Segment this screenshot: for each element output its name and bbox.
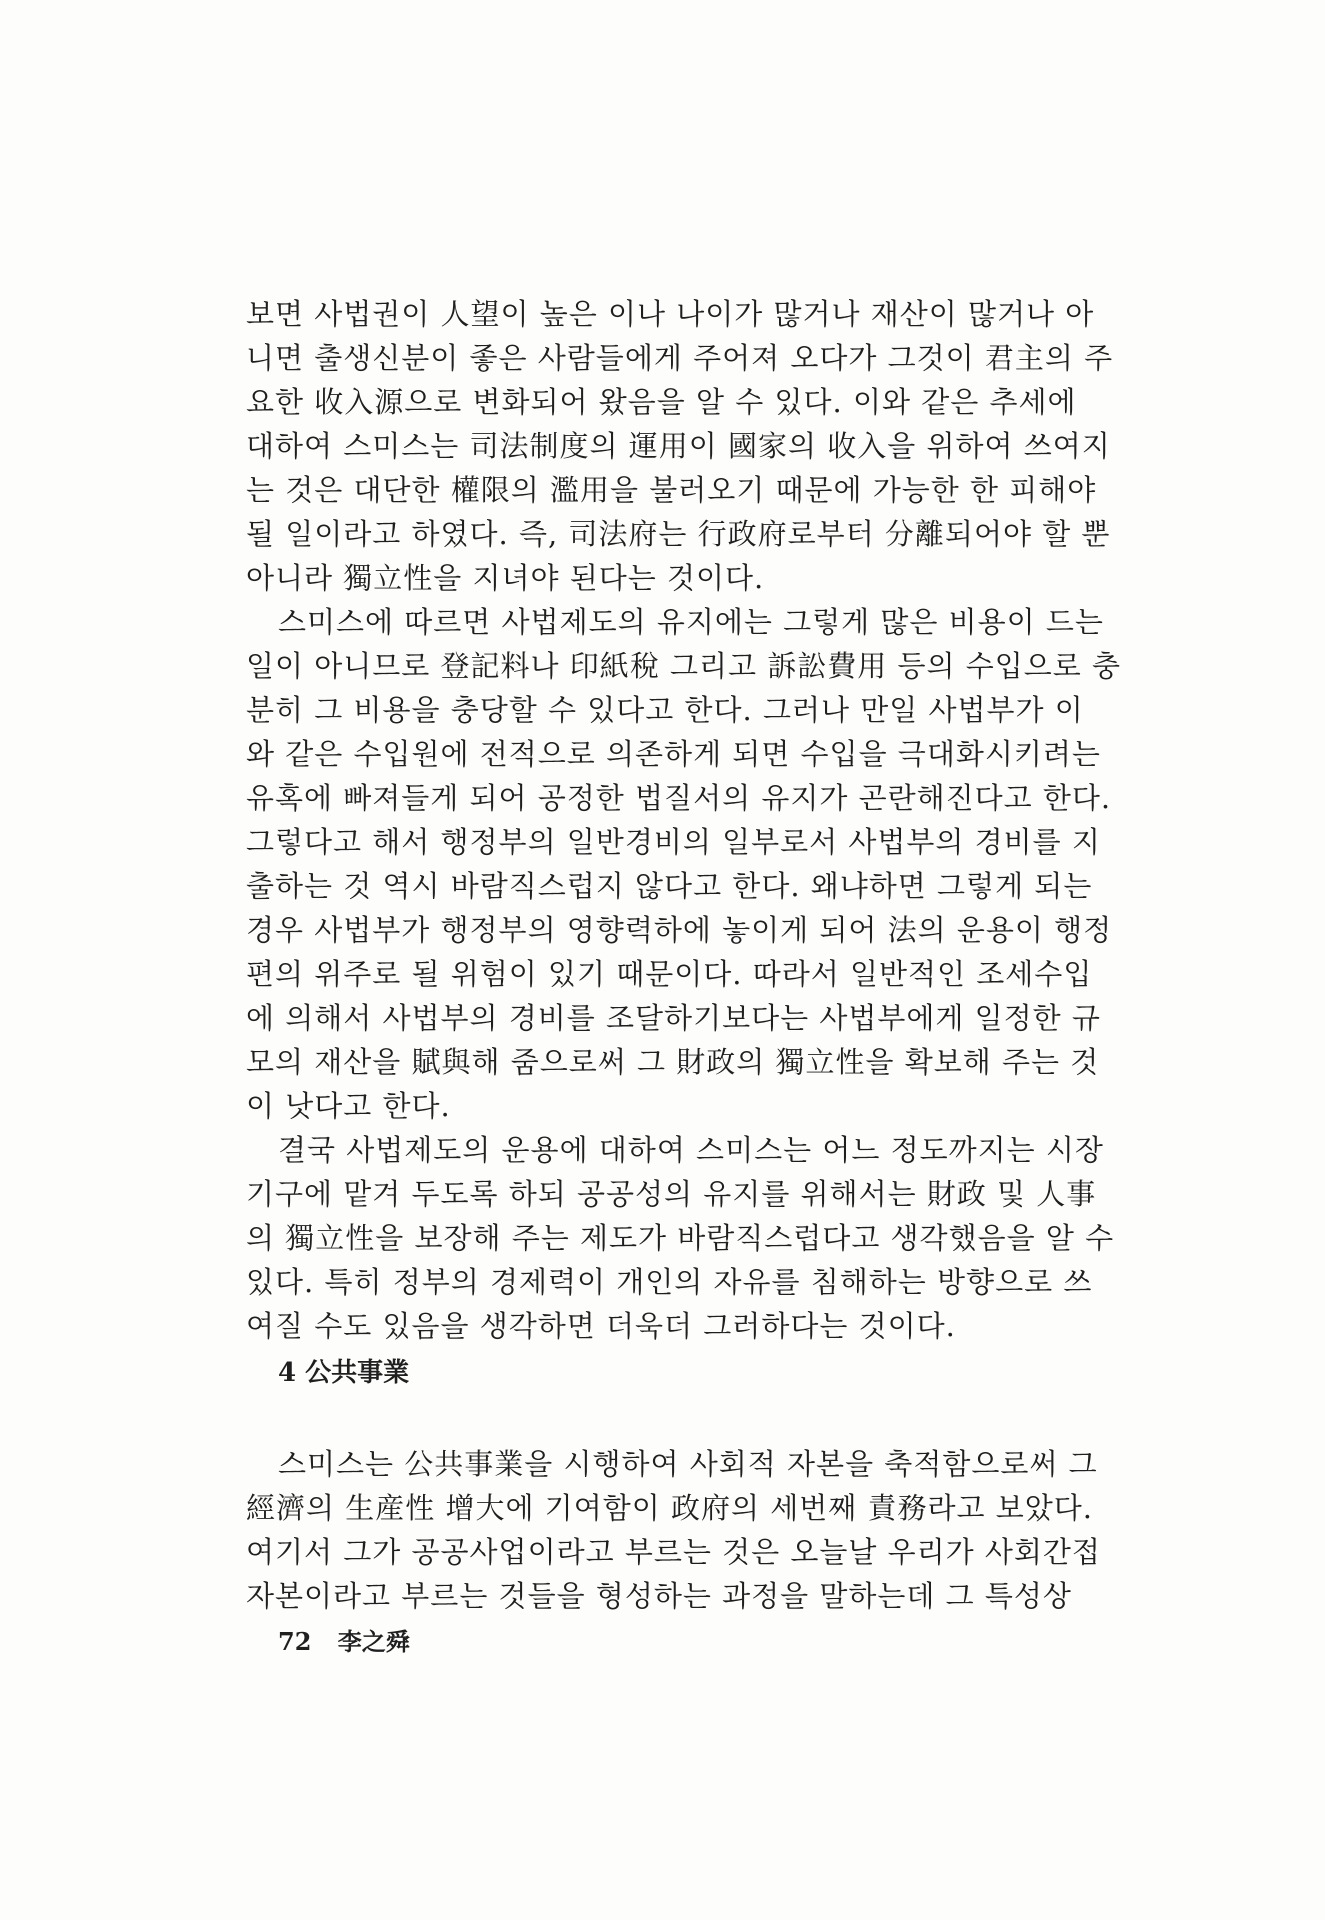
text-line: 일이 아니므로 登記料나 印紙稅 그리고 訴訟費用 등의 수입으로 충 bbox=[246, 649, 1121, 683]
text-line: 모의 재산을 賦與해 줌으로써 그 財政의 獨立性을 확보해 주는 것 bbox=[246, 1045, 1100, 1079]
text-line: 여기서 그가 공공사업이라고 부르는 것은 오늘날 우리가 사회간접 bbox=[246, 1535, 1101, 1569]
text-line: 니면 출생신분이 좋은 사람들에게 주어져 오다가 그것이 君主의 주 bbox=[246, 341, 1114, 375]
text-line: 요한 收入源으로 변화되어 왔음을 알 수 있다. 이와 같은 추세에 bbox=[246, 385, 1077, 419]
text-line: 편의 위주로 될 위험이 있기 때문이다. 따라서 일반적인 조세수입 bbox=[246, 957, 1093, 991]
author-name: 李之舜 bbox=[337, 1627, 410, 1656]
text-line: 스미스는 公共事業을 시행하여 사회적 자본을 축적함으로써 그 bbox=[278, 1447, 1098, 1481]
text-line: 대하여 스미스는 司法制度의 運用이 國家의 收入을 위하여 쓰여지 bbox=[246, 429, 1111, 463]
text-line: 결국 사법제도의 운용에 대하여 스미스는 어느 정도까지는 시장 bbox=[278, 1133, 1104, 1167]
text-line: 經濟의 生産性 增大에 기여함이 政府의 세번째 責務라고 보았다. bbox=[246, 1491, 1093, 1525]
text-line: 는 것은 대단한 權限의 濫用을 불러오기 때문에 가능한 한 피해야 bbox=[246, 473, 1097, 507]
text-line: 여질 수도 있음을 생각하면 더욱더 그러하다는 것이다. bbox=[246, 1309, 956, 1343]
page-footer bbox=[278, 1622, 410, 1657]
text-line: 이 낫다고 한다. bbox=[246, 1089, 451, 1123]
text-line: 아니라 獨立性을 지녀야 된다는 것이다. bbox=[246, 561, 765, 595]
text-line: 보면 사법권이 人望이 높은 이나 나이가 많거나 재산이 많거나 아 bbox=[246, 297, 1095, 331]
text-line: 스미스에 따르면 사법제도의 유지에는 그렇게 많은 비용이 드는 bbox=[278, 605, 1104, 639]
text-line: 와 같은 수입원에 전적으로 의존하게 되면 수입을 극대화시키려는 bbox=[246, 737, 1101, 771]
text-line: 기구에 맡겨 두도록 하되 공공성의 유지를 위해서는 財政 및 人事 bbox=[246, 1177, 1097, 1211]
text-line: 분히 그 비용을 충당할 수 있다고 한다. 그러나 만일 사법부가 이 bbox=[246, 693, 1084, 727]
text-line: 에 의해서 사법부의 경비를 조달하기보다는 사법부에게 일정한 규 bbox=[246, 1001, 1101, 1035]
text-line: 자본이라고 부르는 것들을 형성하는 과정을 말하는데 그 특성상 bbox=[246, 1579, 1072, 1613]
section-heading: 4 公共事業 bbox=[278, 1358, 410, 1388]
text-line: 될 일이라고 하였다. 즉, 司法府는 行政府로부터 分離되어야 할 뿐 bbox=[246, 517, 1111, 551]
text-line: 출하는 것 역시 바람직스럽지 않다고 한다. 왜냐하면 그렇게 되는 bbox=[246, 869, 1093, 903]
text-line: 그렇다고 해서 행정부의 일반경비의 일부로서 사법부의 경비를 지 bbox=[246, 825, 1101, 859]
page-number: 72 bbox=[278, 1627, 312, 1656]
text-line: 있다. 특히 정부의 경제력이 개인의 자유를 침해하는 방향으로 쓰 bbox=[246, 1265, 1093, 1299]
text-line: 경우 사법부가 행정부의 영향력하에 놓이게 되어 法의 운용이 행정 bbox=[246, 913, 1113, 947]
text-line: 의 獨立性을 보장해 주는 제도가 바람직스럽다고 생각했음을 알 수 bbox=[246, 1221, 1115, 1255]
text-line: 유혹에 빠져들게 되어 공정한 법질서의 유지가 곤란해진다고 한다. bbox=[246, 781, 1112, 815]
